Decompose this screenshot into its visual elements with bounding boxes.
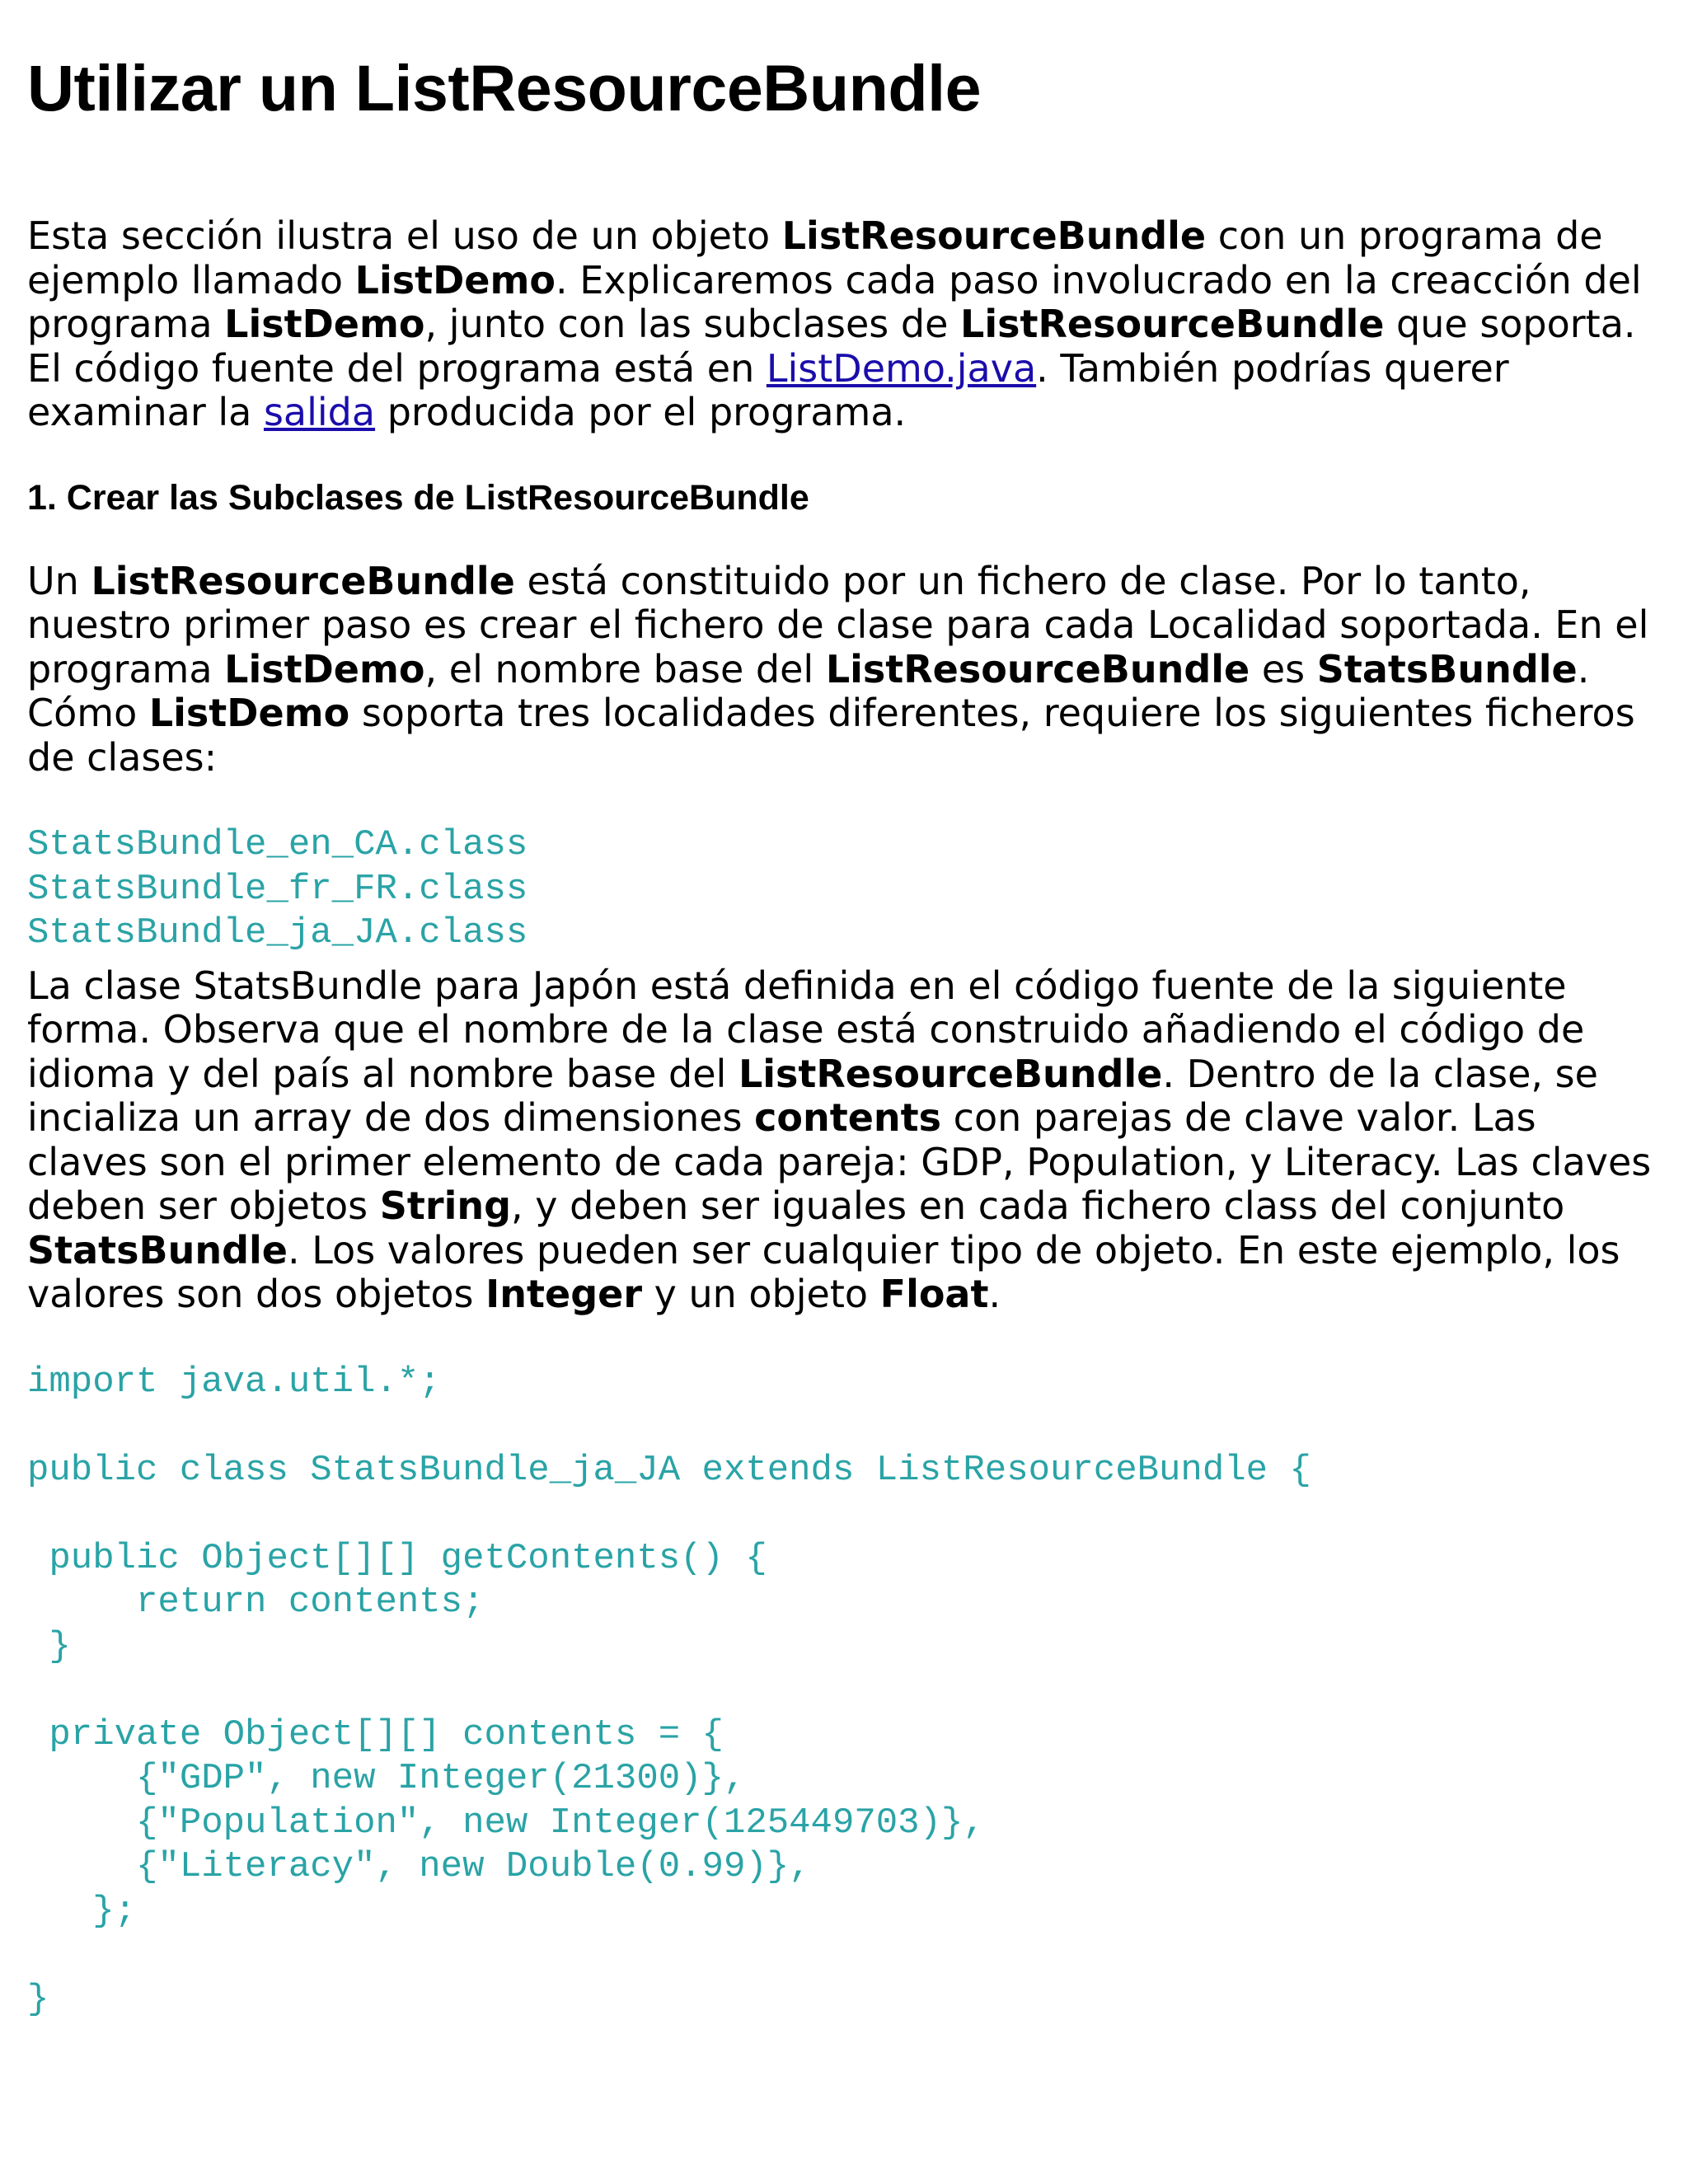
step1-text: es — [1250, 646, 1317, 691]
class-description-paragraph — [27, 964, 1655, 1317]
class-text: , y deben ser iguales en cada fichero class del conjunto — [511, 1183, 1565, 1228]
step1-text: . Cómo — [27, 646, 1590, 735]
step1-bold-listresourcebundle: ListResourceBundle — [91, 558, 515, 603]
intro-bold-listresourcebundle: ListResourceBundle — [781, 213, 1207, 258]
step1-bold-listresourcebundle: ListResourceBundle — [825, 646, 1250, 691]
class-bold-contents: contents — [754, 1095, 942, 1140]
intro-paragraph — [27, 214, 1655, 435]
code-block-statsbundle-class: import java.util.*; public class StatsBundle_ja_JA extends ListResourceBundle { public Object[][] getContents() { return contents; } private Object[][] contents = { {"GDP", new Integer(21300)}, {"Population", new Integer(125449703)}, {"Literacy", new Double(0.99)}, }; } — [27, 1361, 1311, 2020]
code-block-class-files: StatsBundle_en_CA.class StatsBundle_fr_FR.class StatsBundle_ja_JA.class — [27, 824, 528, 954]
class-bold-integer: Integer — [485, 1272, 643, 1316]
step1-text: Un — [27, 558, 91, 603]
intro-bold-listdemo: ListDemo — [224, 302, 425, 346]
intro-bold-listdemo: ListDemo — [354, 257, 556, 302]
intro-text: que soporta. El código fuente del programa está en — [27, 302, 1636, 391]
section-heading-step1: 1. Crear las Subclases de ListResourceBundle — [27, 477, 809, 518]
intro-text: , junto con las subclases de — [424, 302, 961, 346]
step1-bold-statsbundle: StatsBundle — [1316, 646, 1578, 691]
listdemo-java-link[interactable]: ListDemo.java — [766, 345, 1037, 391]
class-bold-float: Float — [879, 1272, 989, 1316]
class-text: y un objeto — [642, 1272, 880, 1316]
class-text: . Dentro de la clase, se incializa un array de dos dimensiones — [27, 1051, 1598, 1140]
step1-text: soporta tres localidades diferentes, requiere los siguientes ficheros de clases: — [27, 691, 1635, 780]
intro-text: . Explicaremos cada paso involucrado en la creacción del programa — [27, 257, 1642, 346]
step1-text: , el nombre base del — [424, 646, 826, 691]
step1-bold-listdemo: ListDemo — [224, 646, 425, 691]
intro-text: producida por el programa. — [375, 390, 907, 434]
salida-link[interactable]: salida — [263, 390, 376, 434]
page-title: Utilizar un ListResourceBundle — [27, 51, 982, 124]
class-text: . — [988, 1272, 1001, 1316]
intro-bold-listresourcebundle: ListResourceBundle — [960, 302, 1385, 346]
class-text: con parejas de clave valor. Las claves son el primer elemento de cada pareja: GDP, Population, y Literacy. Las claves deben ser objetos — [27, 1095, 1652, 1228]
step1-bold-listdemo: ListDemo — [148, 691, 350, 735]
intro-text: Esta sección ilustra el uso de un objeto — [27, 213, 782, 258]
document-page — [27, 0, 1655, 2022]
class-bold-listresourcebundle: ListResourceBundle — [738, 1051, 1163, 1096]
class-text: . Los valores pueden ser cualquier tipo de objeto. En este ejemplo, los valores son dos objetos — [27, 1227, 1620, 1316]
intro-text: . También podrías querer examinar la — [27, 345, 1509, 434]
step1-text: está constituido por un fichero de clase. Por lo tanto, nuestro primer paso es crear el fichero de clase para cada Localidad soportada. En el programa — [27, 558, 1649, 691]
step1-paragraph — [27, 560, 1655, 780]
class-bold-string: String — [379, 1183, 512, 1228]
class-bold-statsbundle: StatsBundle — [27, 1227, 288, 1272]
class-text: La clase StatsBundle para Japón está definida en el código fuente de la siguiente forma. Observa que el nombre de la clase está construido añadiendo el código de idioma y del país al nombre base del — [27, 963, 1585, 1096]
intro-text: con un programa de ejemplo llamado — [27, 213, 1603, 302]
